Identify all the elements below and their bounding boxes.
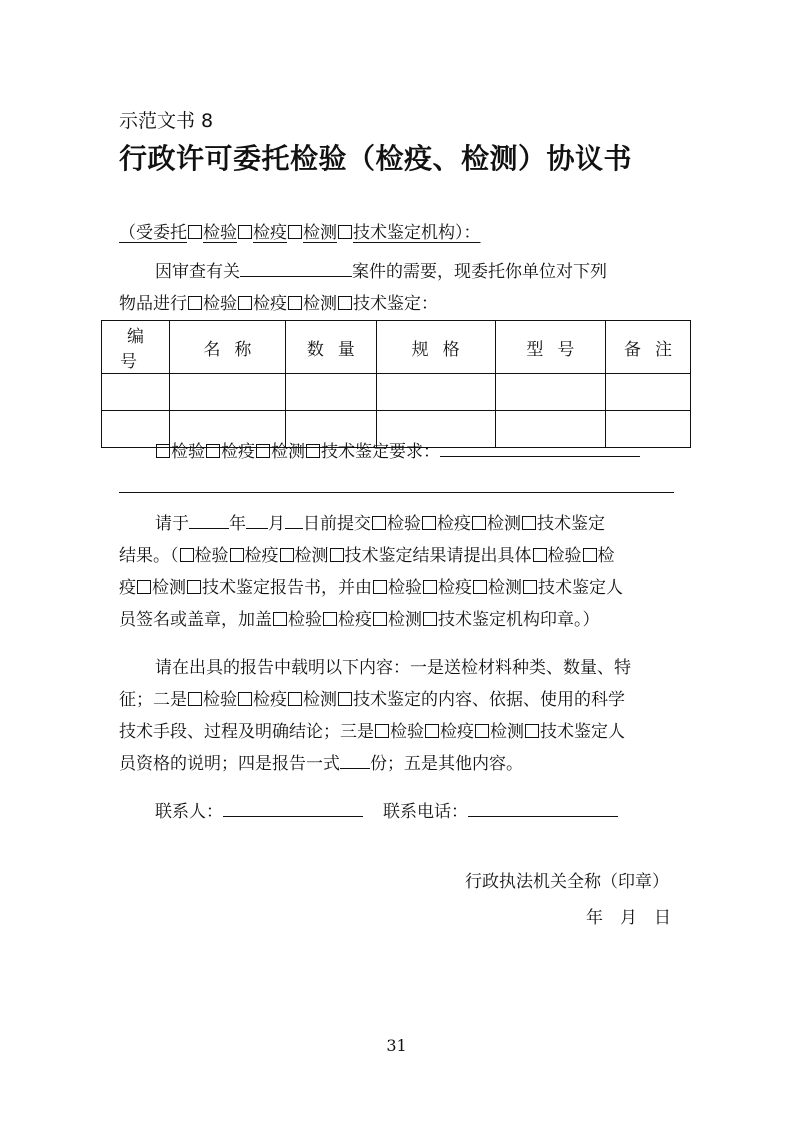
- checkbox-icon[interactable]: [288, 692, 302, 706]
- checkbox-icon[interactable]: [238, 692, 252, 706]
- day-blank[interactable]: [285, 514, 303, 529]
- requirement-continuation-line[interactable]: [119, 492, 674, 493]
- report-line-1: 请在出具的报告中载明以下内容：一是送检材料种类、数量、特: [155, 658, 631, 678]
- submit-suffix: 日前提交 检验 检疫 检测 技术鉴定: [303, 514, 605, 534]
- requirement-line: [155, 436, 675, 468]
- submit-line-2: 结果。（ 检验 检疫 检测 技术鉴定结果请提出具体 检验 检: [119, 546, 615, 566]
- intro-text-2: 案件的需要，现委托你单位对下列: [352, 262, 607, 282]
- checkbox-icon[interactable]: [473, 580, 487, 594]
- table-cell[interactable]: [376, 374, 495, 411]
- checkbox-icon[interactable]: [306, 444, 320, 458]
- checkbox-icon[interactable]: [338, 296, 352, 310]
- page-number: 31: [386, 1036, 407, 1055]
- checkbox-icon[interactable]: [583, 548, 597, 562]
- checkbox-icon[interactable]: [338, 692, 352, 706]
- checkbox-icon[interactable]: [288, 296, 302, 310]
- checkbox-icon[interactable]: [280, 548, 294, 562]
- checkbox-icon[interactable]: [523, 580, 537, 594]
- submit-month: 月: [268, 514, 285, 534]
- checkbox-icon[interactable]: [187, 580, 201, 594]
- table-cell[interactable]: [495, 374, 605, 411]
- case-name-blank[interactable]: [240, 262, 352, 277]
- recipient-text: （受委托 检验 检疫 检测 技术鉴定机构）：: [119, 223, 481, 243]
- report-paragraph: [119, 652, 679, 780]
- recipient-line: [119, 217, 679, 249]
- col-header-remark: 备注: [606, 321, 691, 374]
- table-cell[interactable]: [286, 374, 377, 411]
- col-header-quantity: 数量: [286, 321, 377, 374]
- checkbox-icon[interactable]: [533, 548, 547, 562]
- col-header-spec: 规格: [376, 321, 495, 374]
- checkbox-icon[interactable]: [475, 724, 489, 738]
- checkbox-icon[interactable]: [206, 444, 220, 458]
- checkbox-icon[interactable]: [137, 580, 151, 594]
- checkbox-icon[interactable]: [230, 548, 244, 562]
- intro-text-1: 因审查有关: [155, 262, 240, 282]
- checkbox-icon[interactable]: [238, 296, 252, 310]
- contact-person-blank[interactable]: [223, 802, 363, 817]
- table-cell[interactable]: [606, 374, 691, 411]
- contact-line: [119, 796, 679, 828]
- checkbox-icon[interactable]: [256, 444, 270, 458]
- submit-line-4: 员签名或盖章，加盖 检验 检疫 检测 技术鉴定机构印章。）: [119, 610, 600, 630]
- checkbox-icon[interactable]: [273, 612, 287, 626]
- checkbox-icon[interactable]: [522, 516, 536, 530]
- checkbox-icon[interactable]: [422, 516, 436, 530]
- col-header-model: 型号: [495, 321, 605, 374]
- checkbox-icon[interactable]: [373, 612, 387, 626]
- checkbox-icon[interactable]: [423, 580, 437, 594]
- checkbox-icon[interactable]: [156, 444, 170, 458]
- report-line-4b: 份；五是其他内容。: [370, 754, 523, 774]
- contact-person-label: 联系人：: [155, 802, 223, 822]
- checkbox-icon[interactable]: [188, 692, 202, 706]
- checkbox-icon[interactable]: [373, 580, 387, 594]
- year-blank[interactable]: [189, 514, 229, 529]
- checkbox-icon[interactable]: [425, 724, 439, 738]
- table-cell[interactable]: [102, 374, 170, 411]
- table-cell[interactable]: [169, 374, 285, 411]
- col-header-number: 编号: [102, 321, 170, 374]
- report-line-4a: 员资格的说明；四是报告一式: [119, 754, 340, 774]
- submit-year: 年: [229, 514, 246, 534]
- checkbox-icon[interactable]: [423, 612, 437, 626]
- checkbox-icon[interactable]: [525, 724, 539, 738]
- report-line-2: 征；二是 检验 检疫 检测 技术鉴定的内容、依据、使用的科学: [119, 690, 625, 710]
- table-header-row: [102, 321, 691, 374]
- checkbox-icon[interactable]: [372, 516, 386, 530]
- contact-phone-blank[interactable]: [468, 802, 618, 817]
- table-row: [102, 374, 691, 411]
- checkbox-icon[interactable]: [330, 548, 344, 562]
- col-header-name: 名称: [169, 321, 285, 374]
- checkbox-icon[interactable]: [288, 225, 302, 239]
- items-table: [101, 320, 691, 448]
- checkbox-icon[interactable]: [472, 516, 486, 530]
- submit-paragraph: [119, 508, 679, 636]
- sample-number: 示范文书 8: [119, 110, 214, 132]
- signature-date: 年 月 日: [586, 908, 671, 928]
- checkbox-icon[interactable]: [323, 612, 337, 626]
- checkbox-icon[interactable]: [188, 296, 202, 310]
- authority-signature: 行政执法机关全称（印章）: [465, 872, 669, 892]
- checkbox-icon[interactable]: [180, 548, 194, 562]
- intro-text-3: 物品进行 检验 检疫 检测 技术鉴定：: [119, 294, 438, 314]
- checkbox-icon[interactable]: [375, 724, 389, 738]
- requirement-label: 检验 检疫 检测 技术鉴定要求：: [155, 442, 440, 462]
- submit-prefix: 请于: [155, 514, 189, 534]
- contact-phone-label: 联系电话：: [383, 802, 468, 822]
- checkbox-icon[interactable]: [338, 225, 352, 239]
- month-blank[interactable]: [246, 514, 268, 529]
- submit-line-3: 疫 检测 技术鉴定报告书，并由 检验 检疫 检测 技术鉴定人: [119, 578, 623, 598]
- checkbox-icon[interactable]: [188, 225, 202, 239]
- intro-paragraph: [119, 256, 679, 320]
- requirement-blank[interactable]: [440, 442, 640, 457]
- checkbox-icon[interactable]: [238, 225, 252, 239]
- copies-blank[interactable]: [340, 754, 370, 769]
- document-title: 行政许可委托检验（检疫、检测）协议书: [119, 142, 633, 175]
- report-line-3: 技术手段、过程及明确结论；三是 检验 检疫 检测 技术鉴定人: [119, 722, 625, 742]
